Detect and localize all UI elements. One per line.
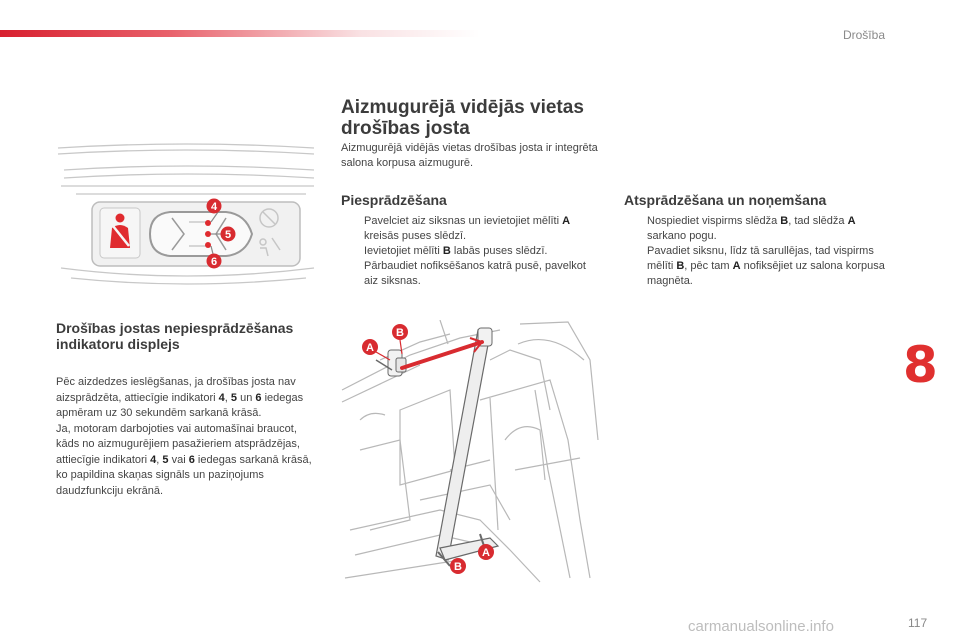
list-item: Ievietojiet mēlīti B labās puses slēdzī. bbox=[364, 245, 548, 257]
svg-text:4: 4 bbox=[210, 201, 218, 213]
page-number: 117 bbox=[908, 616, 928, 630]
callout-4 bbox=[207, 199, 222, 214]
fastening-steps bbox=[341, 214, 601, 289]
section-title: Drošība bbox=[842, 28, 885, 42]
fastening-heading: Piesprādzēšana bbox=[341, 192, 447, 208]
left-heading: Drošības jostas nepiesprādzēšanas indikatoru displejs bbox=[56, 320, 294, 352]
chapter-number: 8 bbox=[903, 336, 938, 394]
watermark: carmanualsonline.info bbox=[688, 618, 834, 635]
list-item: Nospiediet vispirms slēdža B, tad slēdža A sarkano pogu. bbox=[647, 215, 856, 242]
left-paragraph: Pēc aizdedzes ieslēgšanas, ja drošības josta nav aizsprādzēta, attiecīgie indikatori 4, 5 un 6 iedegas apmēram uz 30 sekundēm sarkanā krāsā. Ja, motoram darbojoties vai automašīnai braucot, kāds no aizmugurējiem pasažieriem atsprādzējas, attiecīgie indikatori 4, 5 vai 6 iedegas sarkanā krāsā, ko papildina skaņas signāls un paziņojums daudzfunkciju ekrānā. bbox=[56, 376, 312, 497]
svg-text:A: A bbox=[366, 342, 374, 354]
car-topview-icon bbox=[150, 212, 252, 256]
label-a-bottom bbox=[478, 544, 494, 560]
page-title: Aizmugurējā vidējās vietas drošības josta bbox=[341, 97, 584, 139]
callout-5 bbox=[221, 227, 236, 242]
label-a-top bbox=[362, 339, 378, 355]
intro-text: Aizmugurējā vidējās vietas drošības josta ir integrēta salona korpusa aizmugurē. bbox=[341, 142, 598, 169]
rear-seatbelt-illustration bbox=[340, 320, 602, 585]
list-item: Pavadiet siksnu, līdz tā sarullējas, tad vispirms mēlīti B, pēc tam A nofiksējiet uz salona korpusa magnēta. bbox=[647, 245, 885, 287]
callout-6 bbox=[207, 254, 222, 269]
svg-text:A: A bbox=[482, 547, 490, 559]
list-item: Pavelciet aiz siksnas un ievietojiet mēlīti A kreisās puses slēdzī. bbox=[364, 215, 571, 242]
seatbelt-strap bbox=[436, 330, 490, 560]
header-accent-bar bbox=[0, 30, 480, 37]
list-item: Pārbaudiet nofiksēšanos katrā pusē, pavelkot aiz siksnas. bbox=[364, 260, 586, 287]
dashboard-indicator-illustration bbox=[56, 138, 318, 288]
label-b-bottom bbox=[450, 558, 466, 574]
svg-text:6: 6 bbox=[210, 256, 218, 268]
unfastening-steps bbox=[624, 214, 889, 289]
svg-text:5: 5 bbox=[224, 229, 232, 241]
label-b-top bbox=[392, 324, 408, 340]
unfastening-heading: Atsprādzēšana un noņemšana bbox=[624, 192, 827, 208]
svg-text:B: B bbox=[454, 561, 462, 573]
svg-text:B: B bbox=[396, 327, 404, 339]
